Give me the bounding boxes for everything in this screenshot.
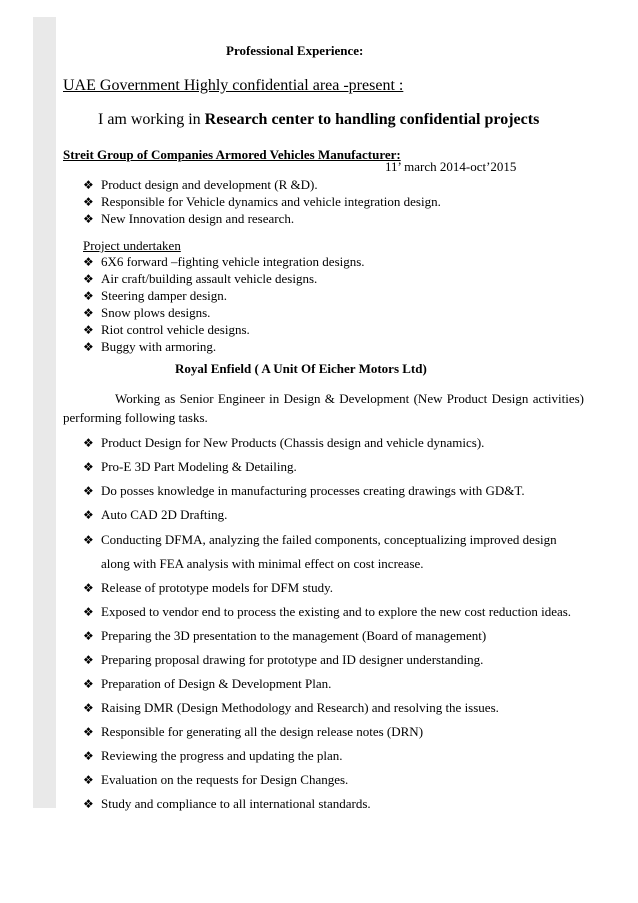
list-item: ❖ Exposed to vendor end to process the existing and to explore the new cost reduction ideas. — [83, 604, 572, 619]
diamond-bullet-icon: ❖ — [83, 773, 94, 787]
page-margin-bar — [33, 17, 56, 808]
list-item: ❖ Reviewing the progress and updating the plan. — [83, 748, 343, 763]
section-heading: Professional Experience: — [226, 43, 364, 58]
diamond-bullet-icon: ❖ — [83, 797, 94, 811]
list-item: ❖ Conducting DFMA, analyzing the failed components, conceptualizing improved design — [83, 532, 557, 547]
list-item: ❖ Auto CAD 2D Drafting. — [83, 507, 228, 522]
diamond-bullet-icon: ❖ — [83, 581, 94, 595]
diamond-bullet-icon: ❖ — [83, 508, 94, 522]
diamond-bullet-icon: ❖ — [83, 195, 94, 209]
uae-title: UAE Government Highly confidential area -present : — [63, 77, 404, 94]
list-item: ❖ Evaluation on the requests for Design Changes. — [83, 772, 349, 787]
list-item: ❖ Responsible for generating all the design release notes (DRN) — [83, 724, 424, 739]
diamond-bullet-icon: ❖ — [83, 255, 94, 269]
list-item: ❖ Steering damper design. — [83, 288, 227, 303]
list-item: ❖ Product design and development (R &D). — [83, 177, 318, 192]
streit-dates: 11’ march 2014-oct’2015 — [385, 159, 517, 174]
diamond-bullet-icon: ❖ — [83, 701, 94, 715]
list-item: ❖ Product Design for New Products (Chassis design and vehicle dynamics). — [83, 435, 485, 450]
list-item: ❖ Riot control vehicle designs. — [83, 322, 250, 337]
diamond-bullet-icon: ❖ — [83, 323, 94, 337]
list-item: ❖ Release of prototype models for DFM study. — [83, 580, 334, 595]
diamond-bullet-icon: ❖ — [83, 272, 94, 286]
list-item-continuation: along with FEA analysis with minimal effect on cost increase. — [101, 556, 424, 571]
royal-title: Royal Enfield ( A Unit Of Eicher Motors Ltd) — [175, 361, 427, 376]
royal-intro: Working as Senior Engineer in Design & Development (New Product Design activities) performing following tasks. — [63, 391, 584, 425]
list-item: ❖ 6X6 forward –fighting vehicle integration designs. — [83, 254, 365, 269]
diamond-bullet-icon: ❖ — [83, 725, 94, 739]
list-item: ❖ Raising DMR (Design Methodology and Research) and resolving the issues. — [83, 700, 499, 715]
uae-line-bold: Research center to handling confidential projects — [204, 111, 540, 128]
diamond-bullet-icon: ❖ — [83, 340, 94, 354]
diamond-bullet-icon: ❖ — [83, 306, 94, 320]
list-item: ❖ Snow plows designs. — [83, 305, 211, 320]
list-item: ❖ Responsible for Vehicle dynamics and vehicle integration design. — [83, 194, 441, 209]
list-item: ❖ Study and compliance to all international standards. — [83, 796, 371, 811]
diamond-bullet-icon: ❖ — [83, 484, 94, 498]
list-item: ❖ Preparing the 3D presentation to the management (Board of management) — [83, 628, 487, 643]
diamond-bullet-icon: ❖ — [83, 436, 94, 450]
streit-company: Streit Group of Companies Armored Vehicles Manufacturer: — [63, 147, 401, 162]
list-item: ❖ Preparation of Design & Development Plan. — [83, 676, 332, 691]
diamond-bullet-icon: ❖ — [83, 178, 94, 192]
diamond-bullet-icon: ❖ — [83, 533, 94, 547]
diamond-bullet-icon: ❖ — [83, 677, 94, 691]
uae-line-prefix: I am working in — [98, 111, 205, 128]
diamond-bullet-icon: ❖ — [83, 212, 94, 226]
list-item: ❖ Preparing proposal drawing for prototype and ID designer understanding. — [83, 652, 484, 667]
diamond-bullet-icon: ❖ — [83, 653, 94, 667]
uae-line — [98, 111, 539, 129]
diamond-bullet-icon: ❖ — [83, 605, 94, 619]
list-item: ❖ Do posses knowledge in manufacturing processes creating drawings with GD&T. — [83, 483, 525, 498]
diamond-bullet-icon: ❖ — [83, 629, 94, 643]
projects-label: Project undertaken — [83, 238, 181, 253]
diamond-bullet-icon: ❖ — [83, 460, 94, 474]
list-item: ❖ Pro-E 3D Part Modeling & Detailing. — [83, 459, 297, 474]
diamond-bullet-icon: ❖ — [83, 749, 94, 763]
list-item: ❖ Air craft/building assault vehicle designs. — [83, 271, 318, 286]
diamond-bullet-icon: ❖ — [83, 289, 94, 303]
list-item: ❖ New Innovation design and research. — [83, 211, 295, 226]
list-item: ❖ Buggy with armoring. — [83, 339, 217, 354]
